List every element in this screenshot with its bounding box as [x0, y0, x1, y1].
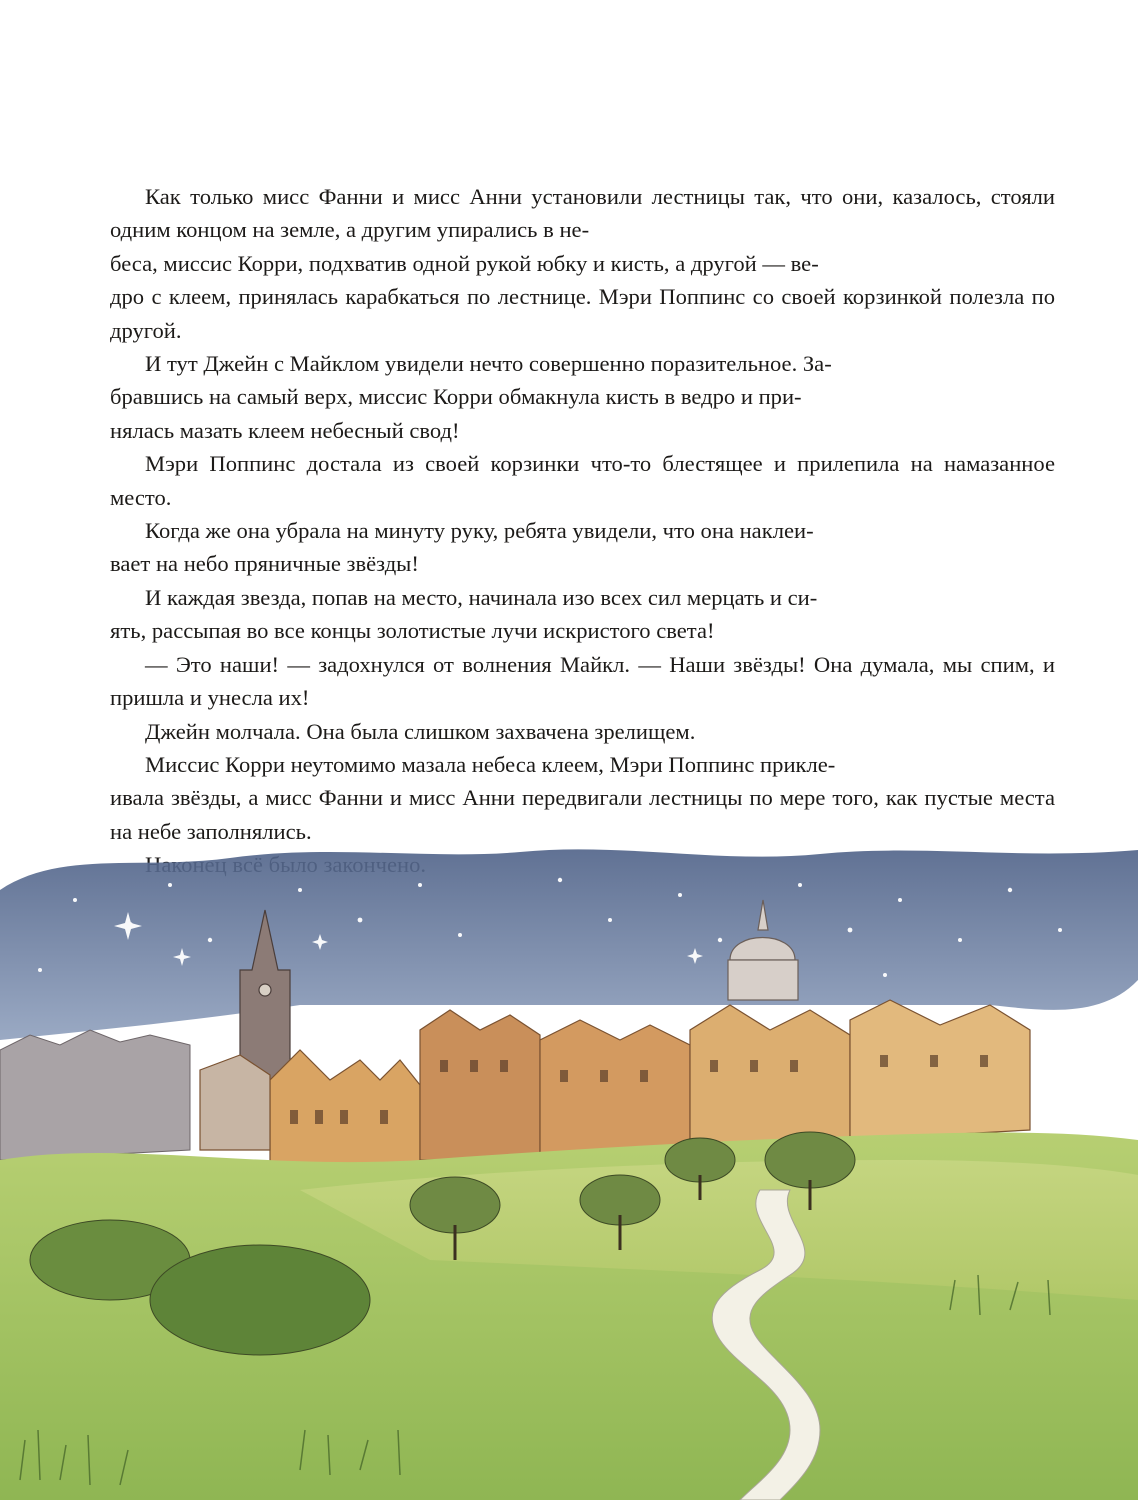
- city-night-illustration: [0, 830, 1138, 1500]
- paragraph: Миссис Корри неутомимо мазала небеса клеем, Мэри Поппинс прикле- ивала звёзды, а мисс Фанни и мисс Анни передвигали лестницы по мере того, как пустые места на небе заполнялись.: [110, 751, 1055, 844]
- night-sky: [0, 849, 1138, 1040]
- paragraph: Как только мисс Фанни и мисс Анни установили лестницы так, что они, казалось, стояли одним концом на земле, а другим упирались в не- беса, миссис Корри, подхватив одной рукой юбку и кисть, а другой — ве- дро с клеем, принялась карабкаться по лестнице. Мэри Поппинс со своей корзинкой полезла по другой.: [110, 184, 1055, 343]
- distant-houses: [0, 1030, 190, 1160]
- watercolor-scene: [0, 830, 1138, 1500]
- paragraph: Когда же она убрала на минуту руку, ребята увидели, что она наклеи- вает на небо пряничные звёзды!: [110, 518, 814, 577]
- paragraph: Джейн молчала. Она была слишком захвачена зрелищем.: [145, 718, 696, 744]
- paragraph-dialogue: — Это наши! — задохнулся от волнения Майкл. — Наши звёзды! Она думала, мы спим, и пришла и унесла их!: [110, 651, 1055, 711]
- paragraph: И каждая звезда, попав на место, начинала изо всех сил мерцать и си- ять, рассыпая во все концы золотистые лучи искристого света!: [110, 584, 818, 644]
- story-text: [110, 180, 1055, 882]
- paragraph: И тут Джейн с Майклом увидели нечто совершенно поразительное. За- бравшись на самый верх, миссис Корри обмакнула кисть в ведро и при- нялась мазать клеем небесный свод!: [110, 351, 832, 443]
- paragraph: Мэри Поппинс достала из своей корзинки что-то блестящее и прилепила на намазанное место.: [110, 451, 1055, 510]
